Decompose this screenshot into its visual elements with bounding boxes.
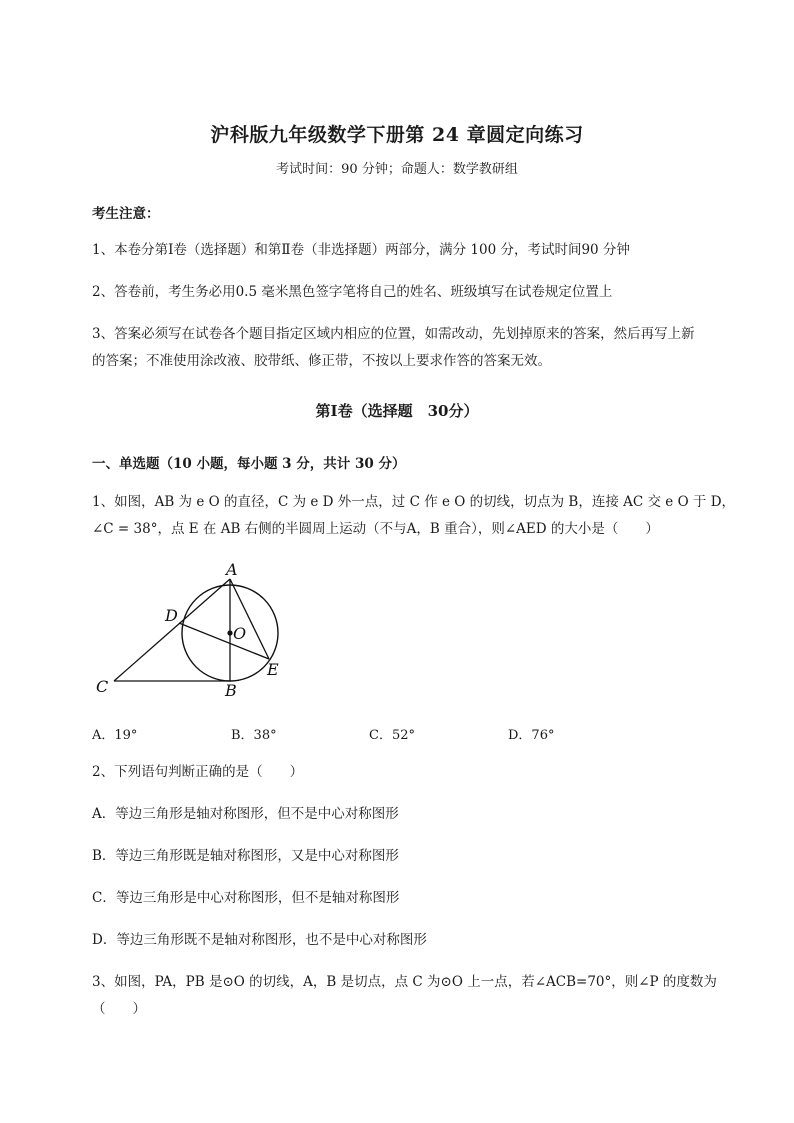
center-point [227, 630, 232, 635]
label-e: E [267, 660, 279, 679]
q2-option-d[interactable]: D．等边三角形既不是轴对称图形，也不是中心对称图形 [92, 932, 427, 948]
secant-ca [114, 579, 230, 681]
q1-figure-svg [82, 555, 292, 705]
notice-item-2: 2、答卷前，考生务必用0.5 毫米黑色签字笔将自己的姓名、班级填写在试卷规定位置上 [92, 284, 613, 300]
q3-stem-line2: （ ） [92, 1001, 146, 1017]
q2-option-c[interactable]: C．等边三角形是中心对称图形，但不是轴对称图形 [92, 890, 400, 906]
segment-ae [230, 579, 269, 659]
notice-item-1: 1、本卷分第Ⅰ卷（选择题）和第Ⅱ卷（非选择题）两部分，满分 100 分，考试时间90 分钟 [92, 242, 630, 258]
label-a: A [226, 560, 238, 579]
q1-option-a[interactable]: A．19° [92, 728, 138, 743]
q2-stem: 2、下列语句判断正确的是（ ） [92, 764, 304, 780]
q2-option-a[interactable]: A．等边三角形是轴对称图形，但不是中心对称图形 [92, 806, 399, 822]
q2-option-b[interactable]: B．等边三角形既是轴对称图形，又是中心对称图形 [92, 848, 399, 864]
q1-stem-line2: ∠C = 38°，点 E 在 AB 右侧的半圆周上运动（不与A，B 重合），则∠AED 的大小是（ ） [92, 521, 659, 537]
page-title: 沪科版九年级数学下册第 24 章圆定向练习 [210, 124, 584, 146]
label-o: O [233, 624, 247, 643]
label-c: C [96, 677, 109, 696]
notice-item-3: 3、答案必须写在试卷各个题目指定区域内相应的位置，如需改动，先划掉原来的答案，然后再写上新 [92, 326, 695, 342]
segment-de [179, 623, 269, 659]
q1-geometry-figure [82, 555, 292, 705]
label-d: D [165, 606, 178, 625]
exam-info: 考试时间：90 分钟；命题人：数学教研组 [276, 162, 518, 177]
q3-stem-line1: 3、如图，PA，PB 是⊙O 的切线，A，B 是切点，点 C 为⊙O 上一点，若∠ACB=70°，则∠P 的度数为 [92, 974, 717, 990]
label-b: B [225, 681, 237, 700]
q1-option-d[interactable]: D．76° [508, 728, 555, 743]
part-title: 一、单选题（10 小题，每小题 3 分，共计 30 分） [92, 456, 406, 472]
q1-option-b[interactable]: B．38° [231, 728, 277, 743]
q1-option-c[interactable]: C．52° [369, 728, 415, 743]
notice-heading: 考生注意： [92, 206, 160, 222]
notice-item-3-cont: 的答案；不准使用涂改液、胶带纸、修正带，不按以上要求作答的答案无效。 [92, 353, 551, 369]
q1-stem-line1: 1、如图，AB 为 e O 的直径，C 为 e D 外一点，过 C 作 e O 的切线，切点为 B，连接 AC 交 e O 于 D， [92, 494, 736, 510]
section-title: 第Ⅰ卷（选择题 30分） [315, 402, 479, 420]
